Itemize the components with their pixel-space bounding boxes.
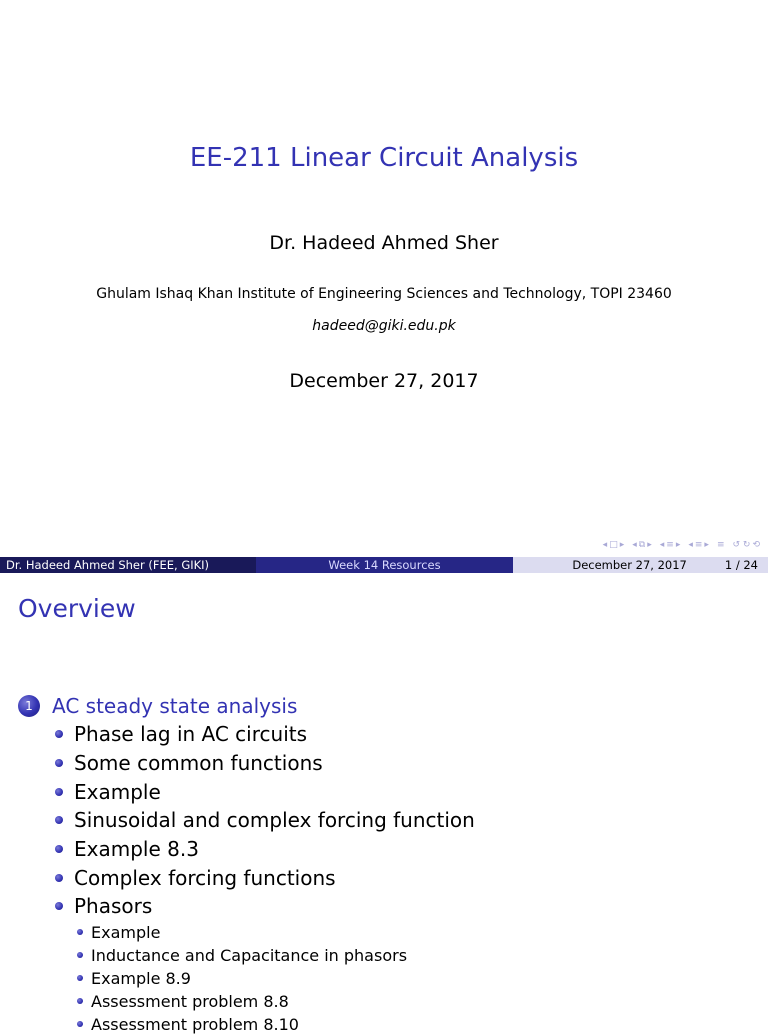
subsection-label[interactable]: Complex forcing functions	[74, 865, 336, 890]
bullet-icon	[55, 874, 63, 882]
bullet-icon	[55, 845, 63, 853]
footline-date-page	[513, 557, 768, 573]
navigation-symbols	[598, 538, 760, 552]
sec-icon[interactable]: ≡	[666, 540, 674, 550]
toc-subsubsection[interactable]	[18, 921, 758, 944]
toc-subsection[interactable]	[18, 835, 758, 864]
subsubsection-label[interactable]: Inductance and Capacitance in phasors	[91, 945, 408, 965]
toc-subsection[interactable]	[18, 892, 758, 921]
subsection-label[interactable]: Example 8.3	[74, 837, 199, 862]
toc-section[interactable]	[18, 692, 758, 720]
sub-prev-icon[interactable]: ◂	[632, 540, 637, 550]
small-bullet-icon	[77, 1021, 83, 1027]
subsubsection-label[interactable]: Assessment problem 8.8	[91, 991, 289, 1011]
toc-subsubsection[interactable]	[18, 967, 758, 990]
bullet-icon	[55, 730, 63, 738]
sec-next-icon[interactable]: ▸	[675, 540, 681, 550]
small-bullet-icon	[77, 998, 83, 1004]
frame-next-icon[interactable]: ▸	[619, 540, 625, 550]
subsection-label[interactable]: Phase lag in AC circuits	[74, 722, 308, 747]
toc-subsection[interactable]	[18, 863, 758, 892]
subsubsection-label[interactable]: Assessment problem 8.10	[91, 1014, 299, 1034]
bullet-icon	[55, 816, 63, 824]
section-title[interactable]: AC steady state analysis	[52, 694, 298, 718]
section-number-ball: 1	[18, 695, 40, 717]
footline-author: Dr. Hadeed Ahmed Sher (FEE, GIKI)	[0, 557, 256, 573]
toc-subsection[interactable]	[18, 720, 758, 749]
institute-name: Ghulam Ishaq Khan Institute of Engineering Sciences and Technology, TOPI 23460	[96, 286, 672, 302]
author-email[interactable]: hadeed@giki.edu.pk	[312, 318, 456, 334]
subsec-nav	[688, 540, 709, 550]
bullet-icon	[55, 759, 63, 767]
search-icon[interactable]: ⟲	[752, 540, 760, 550]
document-icon[interactable]: ≡	[716, 540, 725, 550]
subsubsection-label[interactable]: Example 8.9	[91, 968, 191, 988]
frame-prev-icon[interactable]: ◂	[602, 540, 608, 550]
bullet-icon	[55, 902, 63, 910]
footline-title: Week 14 Resources	[256, 557, 513, 573]
section-nav	[660, 540, 681, 550]
subsection-nav	[632, 540, 652, 550]
frame-nav	[603, 540, 625, 550]
back-forward-icon[interactable]: ↺ ↻	[732, 540, 751, 550]
subsubsection-label[interactable]: Example	[91, 922, 161, 942]
toc-subsection[interactable]	[18, 806, 758, 835]
subsec-icon[interactable]: ≡	[694, 540, 703, 550]
page-number: 1 / 24	[724, 558, 758, 572]
small-bullet-icon	[77, 952, 83, 958]
toc-subsubsection[interactable]	[18, 990, 758, 1013]
toc-subsection[interactable]	[18, 749, 758, 778]
toc-subsubsection[interactable]	[18, 944, 758, 967]
footline	[0, 557, 768, 573]
presentation-title: EE-211 Linear Circuit Analysis	[189, 143, 579, 173]
sec-prev-icon[interactable]: ◂	[659, 540, 665, 550]
frame-title: Overview	[18, 594, 136, 623]
subsection-label[interactable]: Example	[74, 779, 161, 804]
small-bullet-icon	[77, 929, 83, 935]
overview-slide	[0, 576, 768, 1034]
subsection-label[interactable]: Sinusoidal and complex forcing function	[74, 808, 475, 833]
presentation-date: December 27, 2017	[289, 370, 479, 392]
sub-icon[interactable]: ⧉	[638, 540, 646, 550]
table-of-contents	[18, 692, 758, 1036]
small-bullet-icon	[77, 975, 83, 981]
footline-date: December 27, 2017	[572, 558, 687, 572]
search-nav	[733, 540, 761, 550]
frame-icon[interactable]: □	[609, 540, 618, 550]
toc-subsection[interactable]	[18, 777, 758, 806]
doc-nav	[717, 540, 725, 550]
toc-subsubsection[interactable]	[18, 1013, 758, 1036]
subsection-label[interactable]: Some common functions	[74, 751, 323, 776]
author-name: Dr. Hadeed Ahmed Sher	[269, 232, 499, 254]
subsec-next-icon[interactable]: ▸	[704, 540, 709, 550]
sub-next-icon[interactable]: ▸	[647, 540, 652, 550]
bullet-icon	[55, 788, 63, 796]
subsection-label[interactable]: Phasors	[74, 894, 153, 919]
subsec-prev-icon[interactable]: ◂	[688, 540, 693, 550]
